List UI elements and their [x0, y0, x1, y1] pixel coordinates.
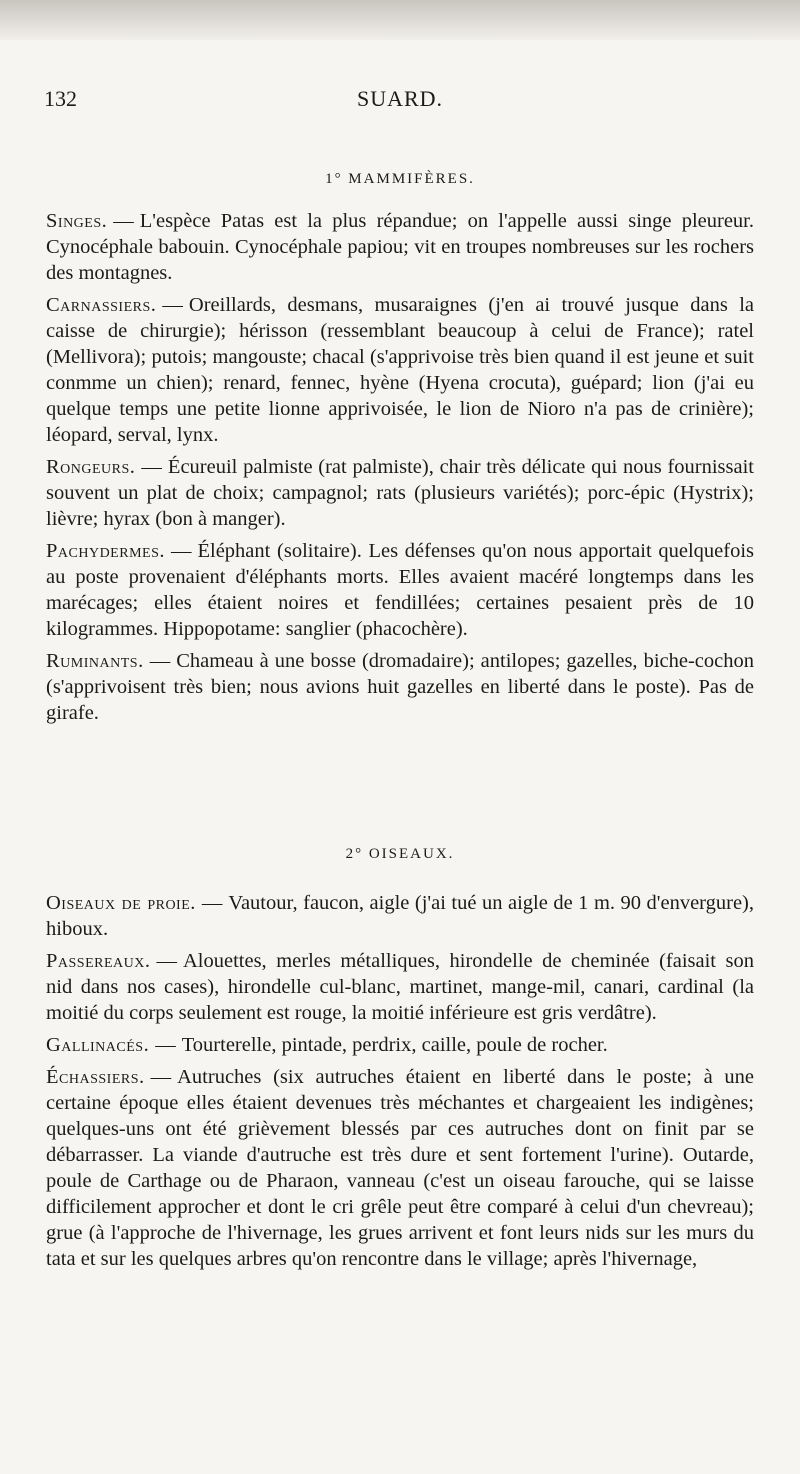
entry-text: Éléphant (solitaire). Les défenses qu'on nous apportait quelquefois au poste provenaient d'éléphants morts. Elles avaient macéré longtemps dans les marécages; elles étaient noires et fendillées; certaines pesaient près de 10 kilogrammes. Hippopotame: sanglier (phacochère).: [46, 540, 754, 640]
entry-ruminants: Ruminants. — Chameau à une bosse (dromadaire); antilopes; gazelles, biche-cochon (s'apprivoisent très bien; nous avions huit gazelles en liberté dans le poste). Pas de girafe.: [46, 650, 754, 724]
entry-oiseaux-de-proie: Oiseaux de proie. — Vautour, faucon, aigle (j'ai tué un aigle de 1 m. 90 d'envergure), hiboux.: [46, 892, 755, 940]
entry-text: Chameau à une bosse (dromadaire); antilopes; gazelles, biche-cochon (s'apprivoisent très bien; nous avions huit gazelles en liberté dans le poste). Pas de girafe.: [46, 650, 754, 724]
entry-singes: Singes. — L'espèce Patas est la plus répandue; on l'appelle aussi singe pleureur. Cynocéphale babouin. Cynocéphale papiou; vit en troupes nombreuses sur les rochers des montagnes.: [46, 210, 754, 284]
entry-gallinaces: Gallinacés. — Tourterelle, pintade, perdrix, caille, poule de rocher.: [46, 1034, 608, 1056]
entry-term: Carnassiers.: [46, 294, 157, 316]
entry-term: Singes.: [46, 210, 108, 232]
page-number: 132: [44, 86, 77, 111]
entry-term: Gallinacés.: [46, 1034, 150, 1056]
entry-term: Échassiers.: [46, 1066, 145, 1088]
entry-text: Écureuil palmiste (rat palmiste), chair très délicate qui nous fournissait souvent un plat de choix; campagnol; rats (plusieurs variétés); porc-épic (Hystrix); lièvre; hyrax (bon à manger).: [46, 456, 754, 530]
entry-term: Pachydermes.: [46, 540, 165, 562]
entry-rongeurs: Rongeurs. — Écureuil palmiste (rat palmiste), chair très délicate qui nous fournissait souvent un plat de choix; campagnol; rats (plusieurs variétés); porc-épic (Hystrix); lièvre; hyrax (bon à manger).: [46, 456, 754, 530]
section-title-oiseaux: 2° OISEAUX.: [345, 846, 455, 862]
entry-text: Vautour, faucon, aigle (j'ai tué un aigle de 1 m. 90 d'envergure), hiboux.: [46, 892, 755, 940]
entry-term: Oiseaux de proie.: [46, 892, 196, 914]
entry-passereaux: Passereaux. — Alouettes, merles métalliques, hirondelle de cheminée (faisait son nid dans nos cases), hirondelle cul-blanc, martinet, mange-mil, canari, cardinal (la moitié du corps seulement est rouge, la moitié inférieure est gris verdâtre).: [46, 950, 754, 1024]
entry-text: Oreillards, desmans, musaraignes (j'en ai trouvé jusque dans la caisse de chirurgie); hérisson (ressemblant beaucoup à celui de France); ratel (Mellivora); putois; mangouste; chacal (s'apprivoise très bien quand il est jeune et suit conmme un chien); renard, fennec, hyène (Hyena crocuta), guépard; lion (j'ai eu quelque temps une petite lionne apprivoisée, le lion de Nioro n'a pas de crinière); léopard, serval, lynx.: [46, 294, 754, 446]
entry-text: L'espèce Patas est la plus répandue; on l'appelle aussi singe pleureur. Cynocéphale babouin. Cynocéphale papiou; vit en troupes nombreuses sur les rochers des montagnes.: [46, 210, 754, 284]
page-header: [44, 86, 756, 118]
entry-text: Alouettes, merles métalliques, hirondelle de cheminée (faisait son nid dans nos cases), hirondelle cul-blanc, martinet, mange-mil, canari, cardinal (la moitié du corps seulement est rouge, la moitié inférieure est gris verdâtre).: [46, 950, 754, 1024]
section-title-mammiferes: 1° MAMMIFÈRES.: [325, 171, 475, 187]
entry-text: Autruches (six autruches étaient en liberté dans le poste; à une certaine époque elles étaient devenues très méchantes et chargeaient les indigènes; quelques-uns ont été grièvement blessés par ces autruches dont on finit par se débarrasser. La viande d'autruche est très dure et sent fortement l'urine). Outarde, poule de Carthage ou de Pharaon, vanneau (c'est un oiseau farouche, qui se laisse difficilement approcher et dont le cri grêle peut être comparé à celui d'un chevreau); grue (à l'approche de l'hivernage, les grues arrivent et font leurs nids sur les murs du tata et sur les quelques arbres qu'on rencontre dans le village; après l'hivernage,: [46, 1066, 754, 1270]
entry-pachydermes: Pachydermes. — Éléphant (solitaire). Les défenses qu'on nous apportait quelquefois au poste provenaient d'éléphants morts. Elles avaient macéré longtemps dans les marécages; elles étaient noires et fendillées; certaines pesaient près de 10 kilogrammes. Hippopotame: sanglier (phacochère).: [46, 540, 754, 640]
running-title: SUARD.: [356, 86, 444, 111]
scan-edge: [0, 0, 800, 40]
entry-text: Tourterelle, pintade, perdrix, caille, poule de rocher.: [181, 1034, 608, 1056]
entry-term: Rongeurs.: [46, 456, 136, 478]
entry-term: Passereaux.: [46, 950, 151, 972]
entry-echassiers: Échassiers. — Autruches (six autruches étaient en liberté dans le poste; à une certaine époque elles étaient devenues très méchantes et chargeaient les indigènes; quelques-uns ont été grièvement blessés par ces autruches dont on finit par se débarrasser. La viande d'autruche est très dure et sent fortement l'urine). Outarde, poule de Carthage ou de Pharaon, vanneau (c'est un oiseau farouche, qui se laisse difficilement approcher et dont le cri grêle peut être comparé à celui d'un chevreau); grue (à l'approche de l'hivernage, les grues arrivent et font leurs nids sur les murs du tata et sur les quelques arbres qu'on rencontre dans le village; après l'hivernage,: [46, 1066, 754, 1270]
section-oiseaux: [46, 890, 754, 1278]
entry-carnassiers: Carnassiers. — Oreillards, desmans, musaraignes (j'en ai trouvé jusque dans la caisse de chirurgie); hérisson (ressemblant beaucoup à celui de France); ratel (Mellivora); putois; mangouste; chacal (s'apprivoise très bien quand il est jeune et suit conmme un chien); renard, fennec, hyène (Hyena crocuta), guépard; lion (j'ai eu quelque temps une petite lionne apprivoisée, le lion de Nioro n'a pas de crinière); léopard, serval, lynx.: [46, 294, 754, 446]
section-mammiferes: [46, 208, 754, 732]
entry-term: Ruminants.: [46, 650, 144, 672]
